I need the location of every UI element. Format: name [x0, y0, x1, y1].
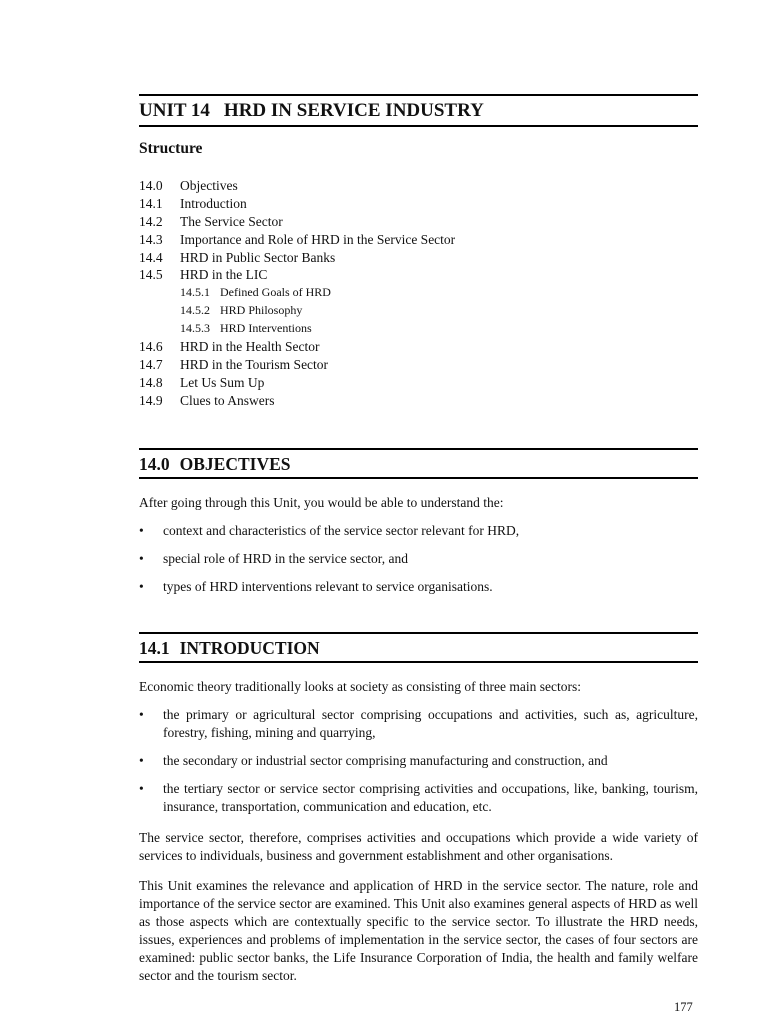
rule-bottom [139, 477, 698, 479]
rule-bottom [139, 661, 698, 663]
toc-item-label: Objectives [180, 178, 238, 193]
section-title-text: OBJECTIVES [179, 454, 291, 474]
toc-item [139, 249, 698, 267]
list-item-text: context and characteristics of the service sector relevant for HRD, [163, 523, 520, 538]
list-item [139, 550, 698, 568]
toc-item-label: Let Us Sum Up [180, 374, 265, 390]
toc-item-label: Clues to Answers [180, 392, 275, 408]
toc-subitem-number: 14.5.1 [180, 285, 210, 300]
unit-heading [139, 94, 698, 127]
introduction-heading [139, 632, 698, 663]
list-item-text: the secondary or industrial sector comprising manufacturing and construction, and [163, 752, 608, 768]
toc-item [139, 177, 698, 195]
bullet-icon: • [139, 550, 144, 566]
list-item-text: the primary or agricultural sector comprising occupations and activities, such as, agriculture, forestry, fishing, mining and quarrying, [163, 707, 698, 740]
introduction-paragraph-2: This Unit examines the relevance and application of HRD in the service sector. The nature, role and importance of the service sector are examined. This Unit also examines general aspects of HRD as well as those aspects which are contextually specific to the service sector. To illustrate the HRD needs, issues, experiences and problems of implementation in the service sector, the cases of four sectors are examined: public sector banks, the Life Insurance Corporation of India, the health and family welfare sector and the tourism sector. [139, 878, 698, 983]
toc-item-number: 14.6 [139, 339, 163, 355]
toc-item [139, 195, 698, 213]
toc-item-number: 14.3 [139, 231, 163, 247]
objectives-list [139, 522, 698, 596]
section-title-text: INTRODUCTION [179, 638, 320, 658]
bullet-icon: • [139, 523, 144, 538]
list-item [139, 578, 698, 596]
toc-item-label: Introduction [180, 195, 247, 211]
list-item-text: special role of HRD in the service sector, and [163, 550, 408, 566]
section-title [139, 450, 698, 477]
toc-item-label: HRD in Public Sector Banks [180, 249, 336, 265]
toc-item-number: 14.2 [139, 213, 163, 229]
toc-subitem-number: 14.5.2 [180, 303, 210, 318]
toc-item-number: 14.1 [139, 195, 163, 211]
toc-item-label: The Service Sector [180, 213, 283, 229]
toc-item [139, 356, 698, 374]
toc-item-label: HRD in the Tourism Sector [180, 356, 329, 372]
toc-item-number: 14.4 [139, 249, 163, 265]
objectives-heading [139, 448, 698, 479]
toc-item [139, 231, 698, 249]
toc-item [139, 374, 698, 392]
objectives-intro: After going through this Unit, you would be able to understand the: [139, 495, 504, 510]
page-number: 177 [674, 1000, 693, 1014]
toc-subitem-label: HRD Philosophy [220, 303, 303, 318]
bullet-icon: • [139, 752, 144, 768]
toc-item-number: 14.7 [139, 356, 163, 372]
rule-bottom [139, 125, 698, 127]
unit-title [139, 96, 698, 125]
toc-item-number: 14.9 [139, 392, 163, 408]
section-number: 14.0 [139, 454, 170, 474]
toc-item-number: 14.5 [139, 267, 163, 283]
introduction-list [139, 706, 698, 816]
list-item [139, 780, 698, 816]
bullet-icon: • [139, 578, 144, 594]
structure-label: Structure [139, 140, 203, 157]
toc-subitem-number: 14.5.3 [180, 321, 210, 336]
structure-list [139, 177, 698, 410]
toc-item [139, 213, 698, 231]
bullet-icon: • [139, 780, 144, 796]
introduction-intro: Economic theory traditionally looks at society as consisting of three main sectors: [139, 679, 582, 694]
section-number: 14.1 [139, 638, 170, 658]
toc-subitem [139, 320, 698, 338]
toc-subitem [139, 284, 698, 302]
toc-item-label: HRD in the Health Sector [180, 339, 320, 355]
unit-title-text: HRD IN SERVICE INDUSTRY [223, 100, 484, 121]
toc-item [139, 392, 698, 410]
list-item-text: the tertiary sector or service sector comprising activities and occupations, like, banking, tourism, insurance, transportation, communication and education, etc. [163, 780, 698, 814]
section-title [139, 634, 698, 661]
toc-item-label: Importance and Role of HRD in the Service Sector [180, 231, 456, 247]
toc-subitem-label: HRD Interventions [220, 321, 312, 336]
list-item-text: types of HRD interventions relevant to service organisations. [163, 578, 493, 594]
toc-item-number: 14.0 [139, 178, 163, 193]
introduction-paragraph-1: The service sector, therefore, comprises activities and occupations which provide a wide variety of services to individuals, business and government establishment and other organisations. [139, 830, 698, 863]
bullet-icon: • [139, 707, 144, 722]
toc-subitem [139, 302, 698, 320]
unit-number: UNIT 14 [139, 100, 210, 121]
toc-item [139, 266, 698, 284]
toc-item-label: HRD in the LIC [180, 267, 268, 283]
list-item [139, 752, 698, 770]
toc-item-number: 14.8 [139, 374, 163, 390]
toc-subitem-label: Defined Goals of HRD [220, 285, 331, 300]
list-item [139, 706, 698, 742]
list-item [139, 522, 698, 540]
toc-item [139, 338, 698, 356]
